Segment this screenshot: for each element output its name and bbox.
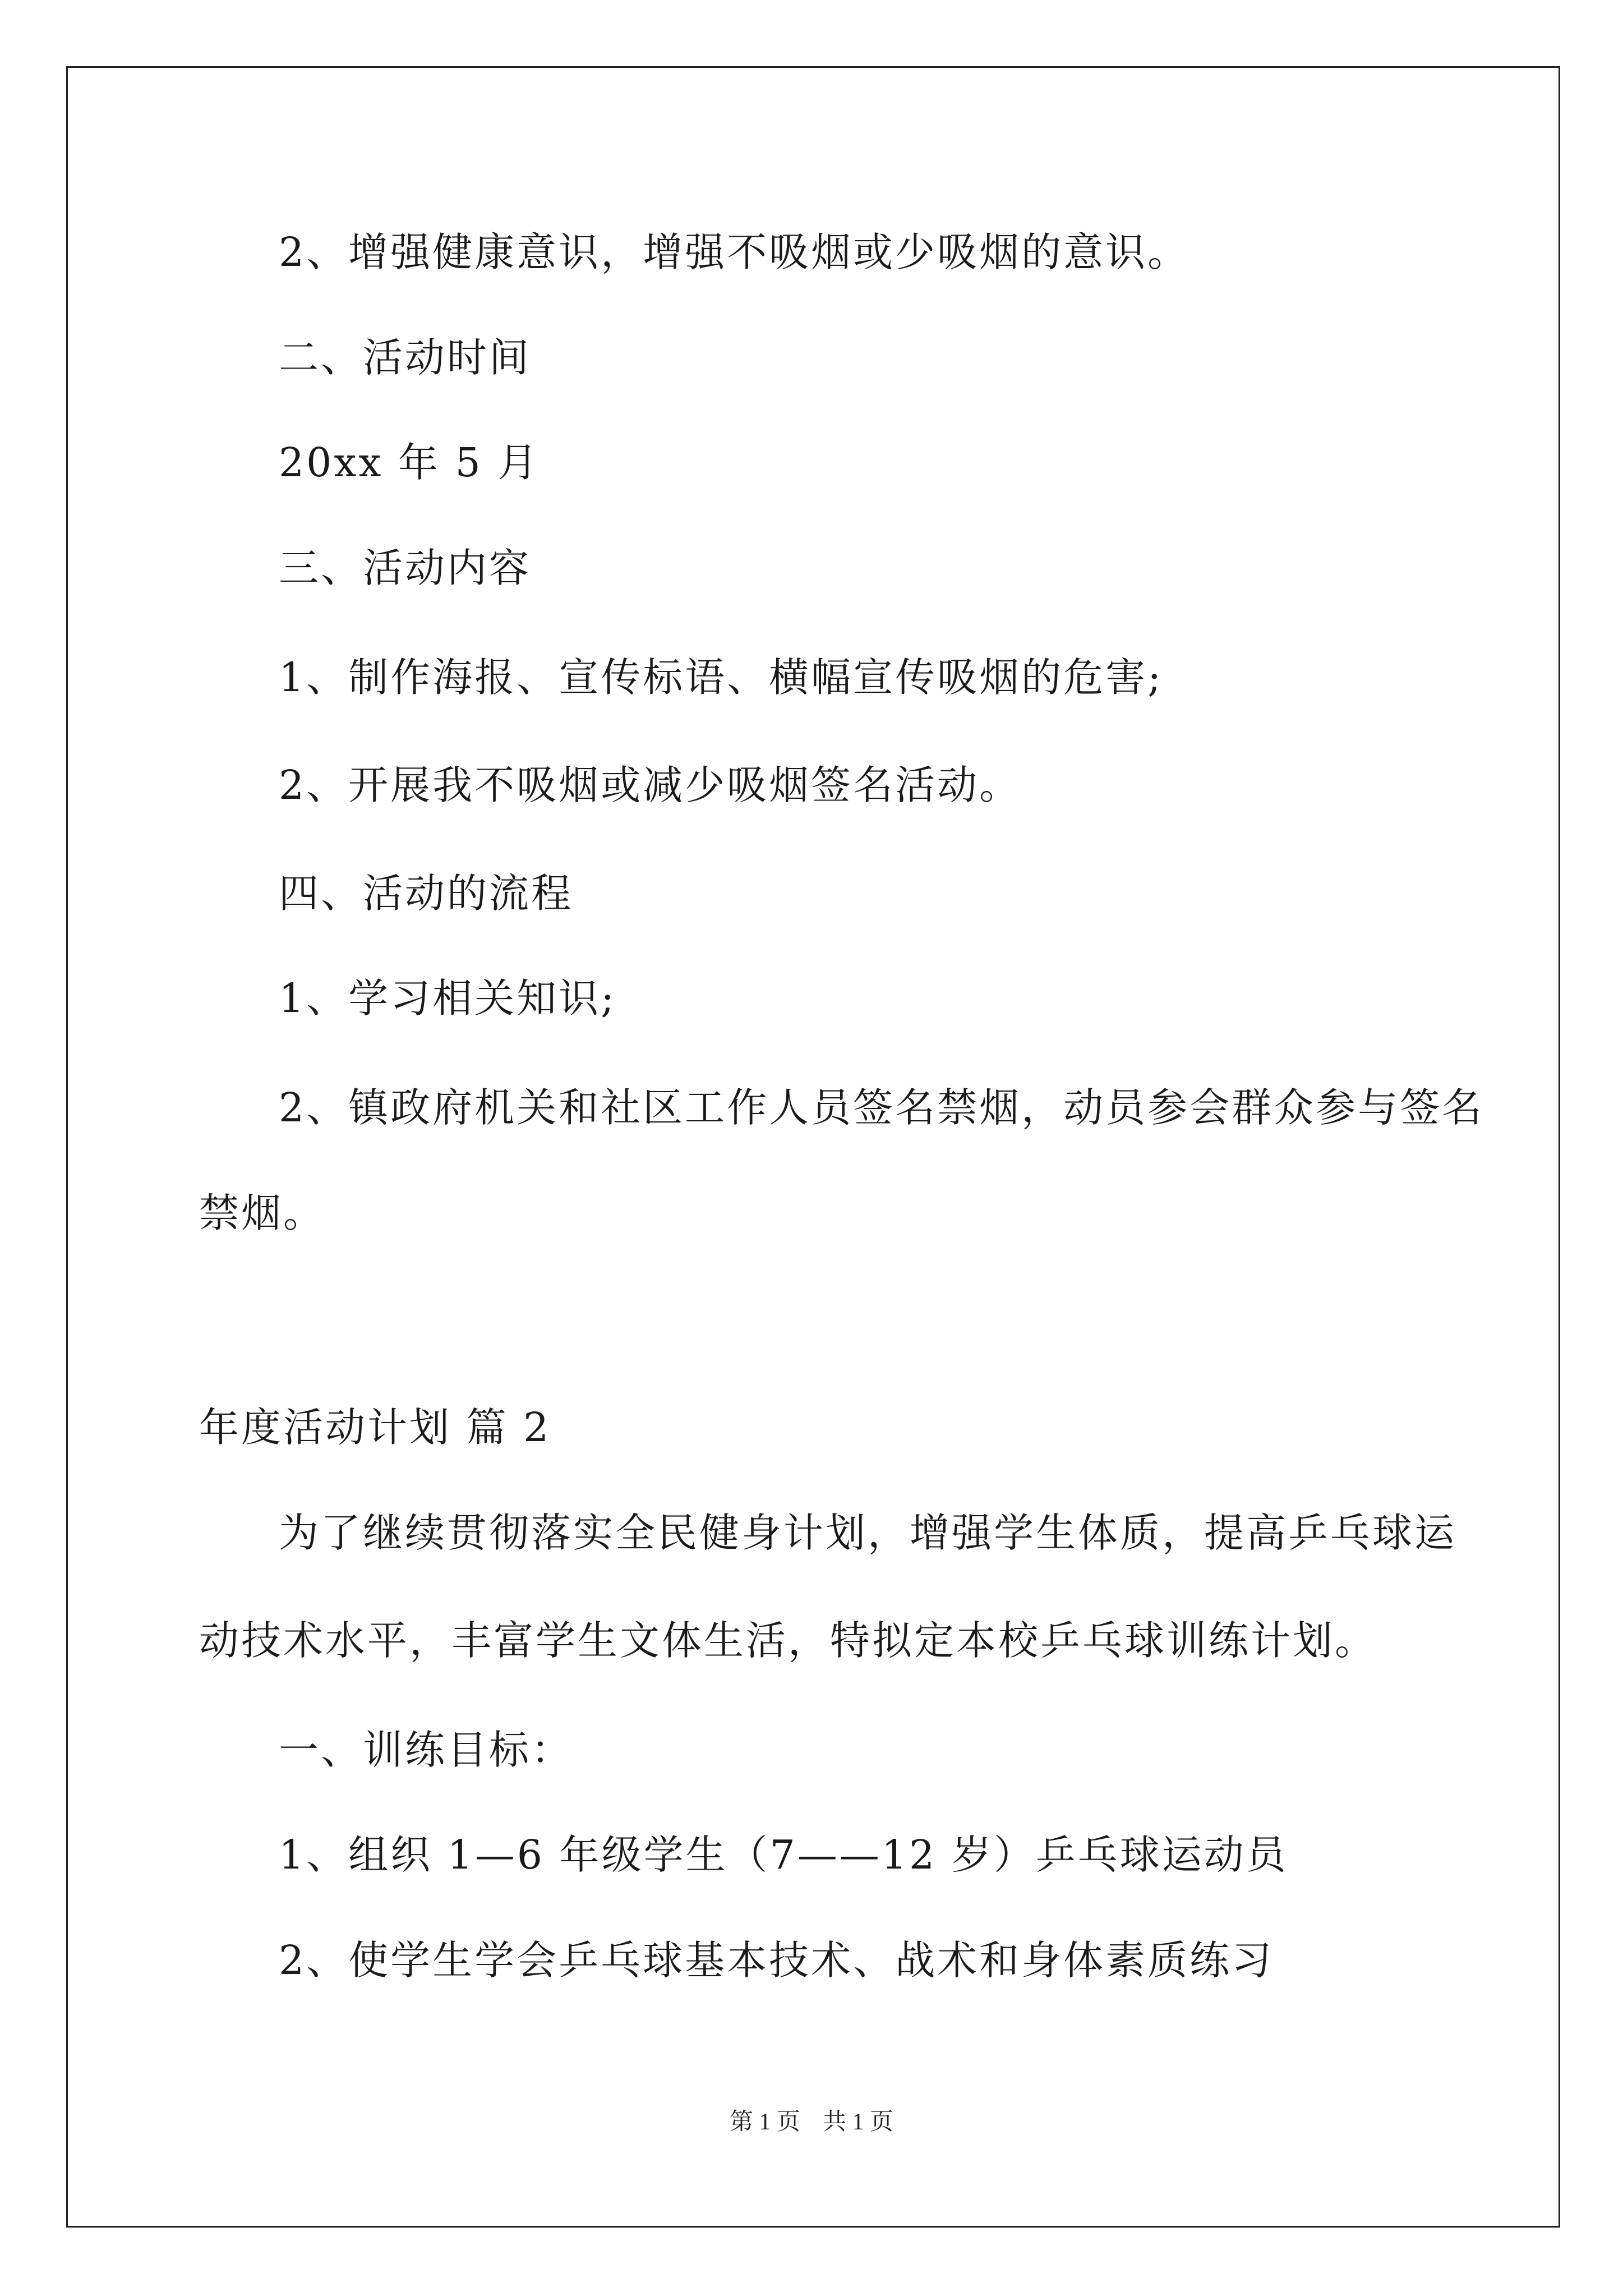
text-line: 2、增强健康意识，增强不吸烟或少吸烟的意识。 (279, 229, 1190, 275)
text-line: 为了继续贯彻落实全民健身计划，增强学生体质，提高乒乓球运 (279, 1510, 1457, 1556)
text-line: 2、镇政府机关和社区工作人员签名禁烟，动员参会群众参与签名 (279, 1084, 1484, 1131)
text-line: 1、学习相关知识; (279, 975, 617, 1022)
text-line: 2、使学生学会乒乓球基本技术、战术和身体素质练习 (279, 1937, 1274, 1984)
text-line: 1、制作海报、宣传标语、横幅宣传吸烟的危害; (279, 654, 1164, 701)
section-heading: 二、活动时间 (279, 334, 532, 381)
page-border (66, 66, 1560, 2228)
section-heading: 一、训练目标： (279, 1727, 574, 1773)
page-total: 共 1 页 (823, 2109, 894, 2135)
text-line: 禁烟。 (199, 1190, 326, 1236)
page-footer (0, 2106, 1623, 2138)
text-line: 2、开展我不吸烟或减少吸烟签名活动。 (279, 762, 1022, 808)
page-number: 第 1 页 (729, 2109, 800, 2135)
section-heading: 四、活动的流程 (279, 870, 574, 917)
text-line: 20xx 年 5 月 (279, 439, 540, 486)
section-heading: 三、活动内容 (279, 545, 532, 591)
document-title: 年度活动计划 篇 2 (199, 1404, 551, 1451)
text-line: 1、组织 1—6 年级学生（7——12 岁）乒乓球运动员 (279, 1832, 1288, 1878)
text-line: 动技术水平，丰富学生文体生活，特拟定本校乒乓球训练计划。 (199, 1617, 1377, 1664)
